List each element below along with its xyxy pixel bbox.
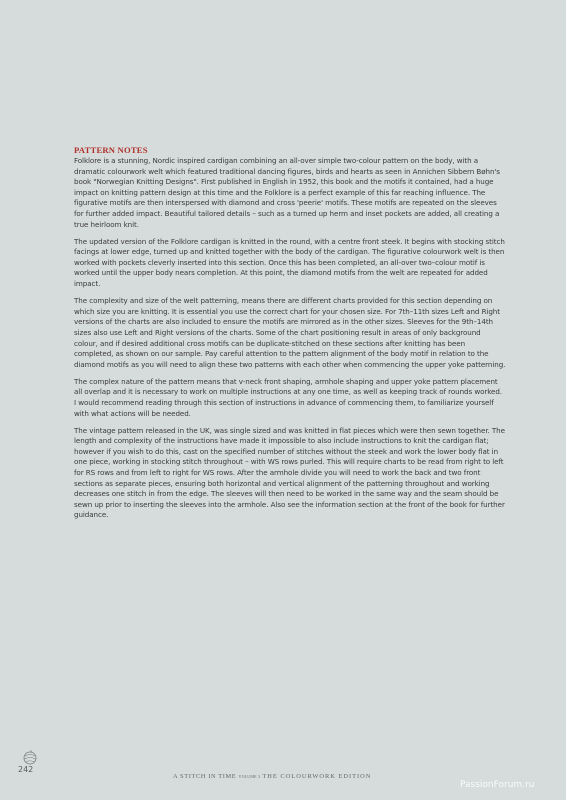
page-number: 242 xyxy=(18,765,34,774)
running-footer xyxy=(173,773,371,780)
paragraph-intro: Folklore is a stunning, Nordic inspired cardigan combining an all-over simple two-colour pattern on the body, with a dramatic colourwork welt which featured traditional dancing figures, birds and hearts as seen in Annichen Sibbern Bøhn's book "Norwegian Knitting Designs". First published in English in 1952, this book and the motifs it contained, had a huge impact on knitting pattern design at this time and the Folklore is a perfect example of this far reaching influence. The figurative motifs are then interspersed with diamond and cross 'peerie' motifs. These motifs are repeated on the sleeves for further added impact. Beautiful tailored details – such as a turned up herm and inset pockets are added, all creating a true heirloom knit. xyxy=(74,156,500,229)
volume-label: VOLUME 3 xyxy=(238,774,261,779)
book-title: A STITCH IN TIME xyxy=(173,773,237,780)
paragraph-welt-charts: The complexity and size of the welt patterning, means there are different charts provided for this section depending on which size you are knitting. It is essential you use the correct chart for your chosen size. For 7th–11th sizes Left and Right versions of the charts are also included to ensure the motifs are mirrored as in the other sizes. Sleeves for the 9th–14th sizes also use Left and Right versions of the charts. Some of the chart positioning result in areas of only background colour, and if desired additional cross motifs can be duplicate-stitched on these sections after knitting has been completed, as shown on our sample. Pay careful attention to the pattern alignment of the body motif in relation to the diamond motifs as you will need to align these two patterns with each other when commencing the upper yoke patterning. xyxy=(74,296,506,369)
paragraph-vintage-pattern: The vintage pattern released in the UK, was single sized and was knitted in flat pieces which were then sewn together. The length and complexity of the instructions have made it impossible to also include instructions to knit the cardigan flat; however if you wish to do this, cast on the specified number of stitches without the steek and work the lower body flat in one piece, working in stocking stitch throughout – with WS rows purled. This will require charts to be read from right to left for RS rows and from left to right for WS rows. After the armhole divide you will need to work the back and two front sections as separate pieces, ensuring both horizontal and vertical alignment of the patterning throughout and working decreases one stitch in from the edge. The sleeves will then need to be worked in the same way and the seam should be sewn up prior to inserting the sleeves into the armhole. Also see the information section at the front of the book for further guidance. xyxy=(74,425,505,520)
paragraph-complex-nature: The complex nature of the pattern means that v-neck front shaping, armhole shaping and upper yoke pattern placement all overlap and it is necessary to work on multiple instructions at any one time, as well as keeping track of rounds worked. I would recommend reading through this section of instructions in advance of commencing them, to familiarize yourself with what actions will be needed. xyxy=(74,376,502,418)
pattern-notes-section xyxy=(74,145,506,528)
watermark: PassionForum.ru xyxy=(460,780,535,790)
paragraph-updated-version: The updated version of the Folklore cardigan is knitted in the round, with a centre front steek. It begins with stocking stitch facings at lower edge, turned up and knitted together with the body of the cardigan. The figurative colourwork welt is then worked with pockets cleverly inserted into this section. Once this has been completed, an all-over two–colour motif is worked until the upper body nears completion. At this point, the diamond motifs from the welt are repeated for added impact. xyxy=(74,236,505,289)
edition-label: THE COLOURWORK EDITION xyxy=(262,773,372,780)
section-heading: PATTERN NOTES xyxy=(74,145,148,155)
